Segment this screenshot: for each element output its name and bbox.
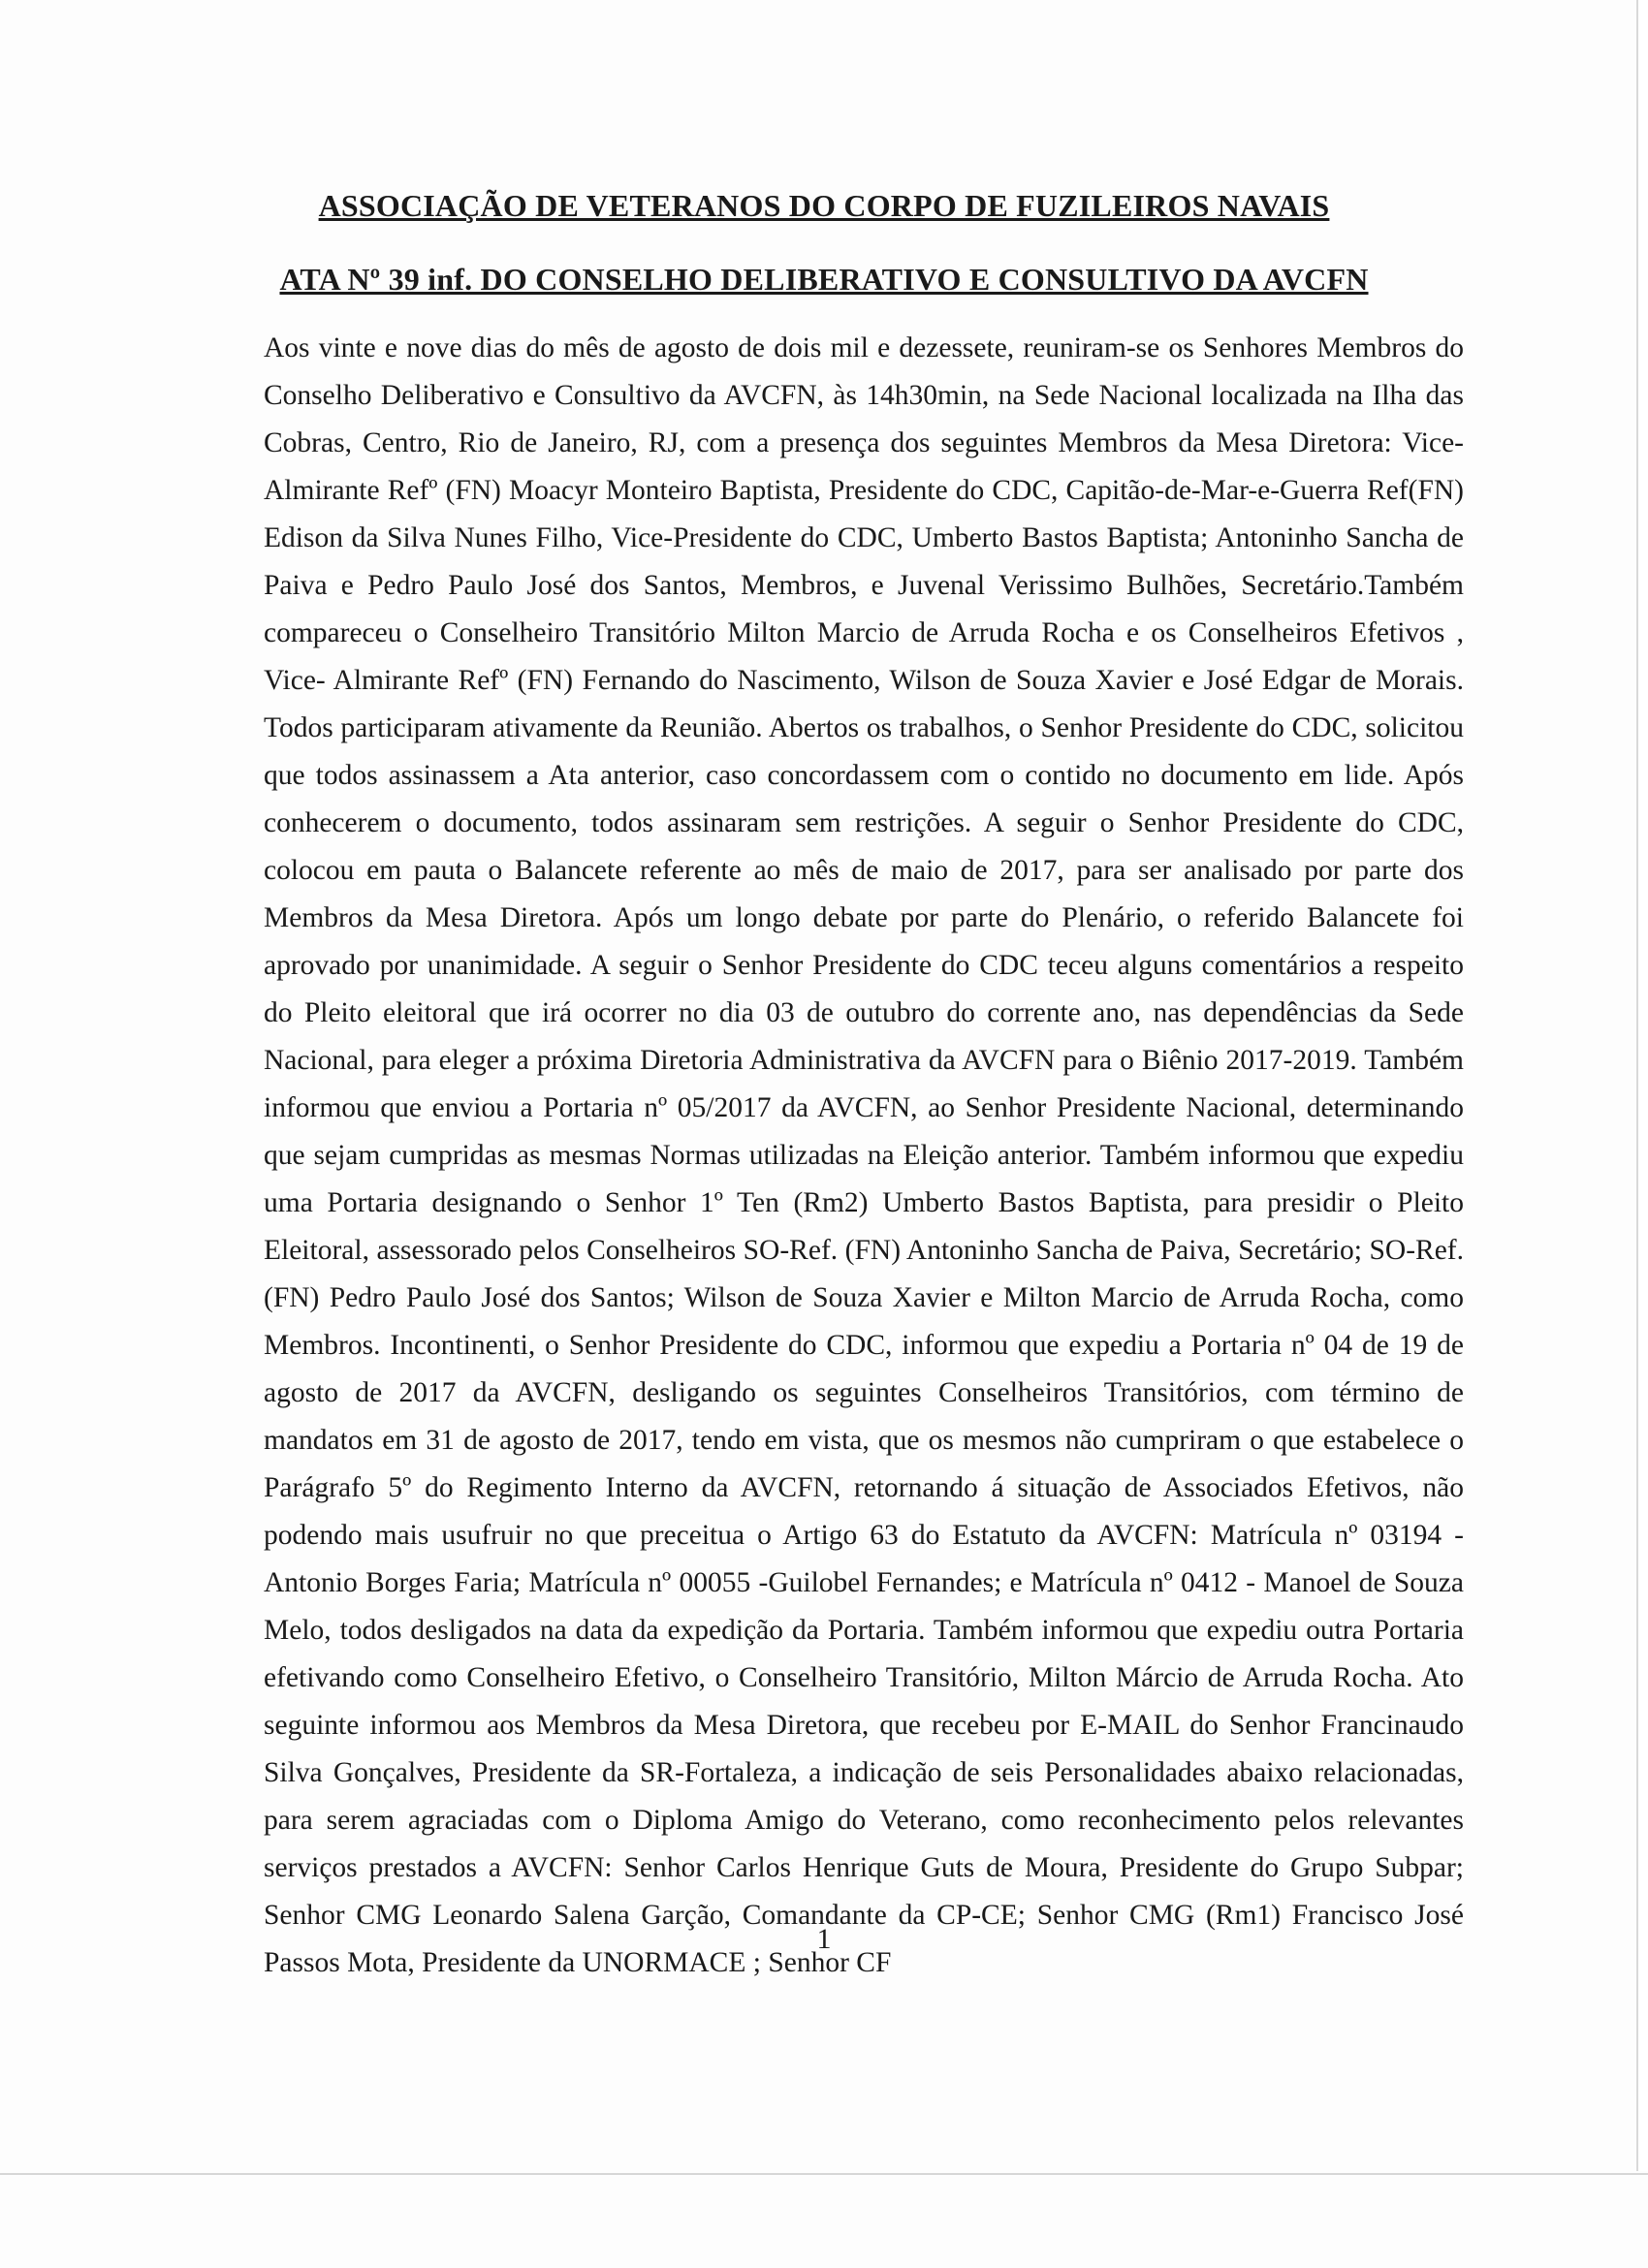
scan-edge-right — [1636, 0, 1648, 2171]
document-subheading: ATA Nº 39 inf. DO CONSELHO DELIBERATIVO E CONSULTIVO DA AVCFN — [279, 262, 1369, 297]
minutes-body-text: Aos vinte e nove dias do mês de agosto de dois mil e dezessete, reuniram-se os Senhores Membros do Conselho Deliberativo e Consultivo da AVCFN, às 14h30min, na Sede Nacional localizada na Ilha das Cobras, Centro, Rio de Janeiro, RJ, com a presença dos seguintes Membros da Mesa Diretora: Vice-Almirante Refº (FN) Moacyr Monteiro Baptista, Presidente do CDC, Capitão-de-Mar-e-Guerra Ref(FN) Edison da Silva Nunes Filho, Vice-Presidente do CDC, Umberto Bastos Baptista; Antoninho Sancha de Paiva e Pedro Paulo José dos Santos, Membros, e Juvenal Verissimo Bulhões, Secretário.Também compareceu o Conselheiro Transitório Milton Marcio de Arruda Rocha e os Conselheiros Efetivos , Vice- Almirante Refº (FN) Fernando do Nascimento, Wilson de Souza Xavier e José Edgar de Morais. Todos participaram ativamente da Reunião. Abertos os trabalhos, o Senhor Presidente do CDC, solicitou que todos assinassem a Ata anterior, caso concordassem com o contido no documento em lide. Após conhecerem o documento, todos assinaram sem restrições. A seguir o Senhor Presidente do CDC, colocou em pauta o Balancete referente ao mês de maio de 2017, para ser analisado por parte dos Membros da Mesa Diretora. Após um longo debate por parte do Plenário, o referido Balancete foi aprovado por unanimidade. A seguir o Senhor Presidente do CDC teceu alguns comentários a respeito do Pleito eleitoral que irá ocorrer no dia 03 de outubro do corrente ano, nas dependências da Sede Nacional, para eleger a próxima Diretoria Administrativa da AVCFN para o Biênio 2017-2019. Também informou que enviou a Portaria nº 05/2017 da AVCFN, ao Senhor Presidente Nacional, determinando que sejam cumpridas as mesmas Normas utilizadas na Eleição anterior. Também informou que expediu uma Portaria designando o Senhor 1º Ten (Rm2) Umberto Bastos Baptista, para presidir o Pleito Eleitoral, assessorado pelos Conselheiros SO-Ref. (FN) Antoninho Sancha de Paiva, Secretário; SO-Ref. (FN) Pedro Paulo José dos Santos; Wilson de Souza Xavier e Milton Marcio de Arruda Rocha, como Membros. Incontinenti, o Senhor Presidente do CDC, informou que expediu a Portaria nº 04 de 19 de agosto de 2017 da AVCFN, desligando os seguintes Conselheiros Transitórios, com término de mandatos em 31 de agosto de 2017, tendo em vista, que os mesmos não cumpriram o que estabelece o Parágrafo 5º do Regimento Interno da AVCFN, retornando á situação de Associados Efetivos, não podendo mais usufruir no que preceitua o Artigo 63 do Estatuto da AVCFN: Matrícula nº 03194 - Antonio Borges Faria; Matrícula nº 00055 -Guilobel Fernandes; e Matrícula nº 0412 - Manoel de Souza Melo, todos desligados na data da expedição da Portaria. Também informou que expediu outra Portaria efetivando como Conselheiro Efetivo, o Conselheiro Transitório, Milton Márcio de Arruda Rocha. Ato seguinte informou aos Membros da Mesa Diretora, que recebeu por E-MAIL do Senhor Francinaudo Silva Gonçalves, Presidente da SR-Fortaleza, a indicação de seis Personalidades abaixo relacionadas, para serem agraciadas com o Diploma Amigo do Veterano, como reconhecimento pelos relevantes serviços prestados a AVCFN: Senhor Carlos Henrique Guts de Moura, Presidente do Grupo Subpar; Senhor CMG Leonardo Salena Garção, Comandante da CP-CE; Senhor CMG (Rm1) Francisco José Passos Mota, Presidente da UNORMACE ; Senhor CF — [264, 332, 1464, 1978]
document-heading: ASSOCIAÇÃO DE VETERANOS DO CORPO DE FUZILEIROS NAVAIS — [318, 188, 1330, 223]
scan-edge-bottom — [0, 2173, 1648, 2175]
page-number: 1 — [816, 1923, 832, 1955]
